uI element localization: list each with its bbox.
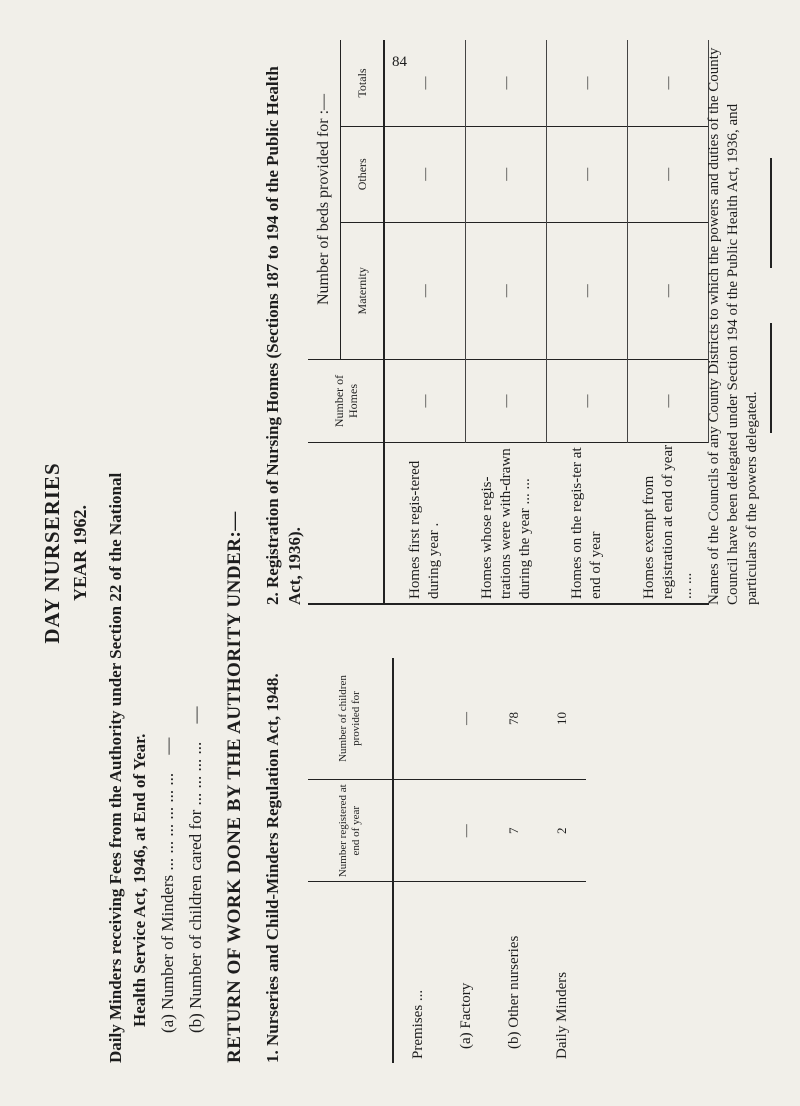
- totals-value: —: [466, 40, 547, 126]
- others-value: —: [547, 126, 628, 222]
- minders-count-value: —: [158, 737, 177, 755]
- maternity-value: —: [384, 222, 466, 359]
- section2-heading: 2. Registration of Nursing Homes (Sections 187 to 194 of the Public Health Act, 1936).: [263, 66, 304, 605]
- divider-rule: [770, 323, 772, 433]
- table-header-cell: Number of children provided for: [308, 658, 393, 780]
- table-header-cell: Totals: [341, 40, 385, 126]
- totals-value: —: [547, 40, 628, 126]
- table-header-cell: [308, 443, 384, 605]
- row-label: Homes on the regis-ter at end of year: [569, 447, 604, 599]
- table-row: [628, 40, 709, 604]
- table-row: [393, 658, 442, 1063]
- nurseries-table: [308, 658, 586, 1063]
- others-value: —: [466, 126, 547, 222]
- maternity-value: —: [466, 222, 547, 359]
- minders-count-label: (a) Number of Minders ... ... ... ... ... ...: [158, 772, 177, 1033]
- table-row: [384, 40, 466, 604]
- table-header-cell: Number of Homes: [308, 360, 384, 443]
- provided-value: 10: [538, 658, 586, 780]
- delegation-note: Names of the Councils of any County Districts to which the powers and duties of the County Council have been delegated under Section 194 of the Public Health Act, 1936, and particulars of the powers delegated.: [706, 47, 760, 605]
- page-subtitle: YEAR 1962.: [70, 505, 90, 602]
- return-heading: RETURN OF WORK DONE BY THE AUTHORITY UNDER:—: [224, 511, 245, 1063]
- table-header-row: [308, 658, 393, 1063]
- provided-value: 78: [490, 658, 538, 780]
- others-value: —: [384, 126, 466, 222]
- children-cared-label: (b) Number of children cared for ... ... ... ...: [186, 741, 205, 1033]
- table-header-cell: Maternity: [341, 222, 385, 359]
- registered-value: —: [442, 780, 490, 882]
- row-label: Homes exempt from registration at end of year ... ...: [640, 444, 695, 599]
- minders-count-line: [158, 738, 178, 1033]
- section1-heading: 1. Nurseries and Child-Minders Regulation Act, 1948.: [263, 673, 282, 1063]
- provided-value: —: [442, 658, 490, 780]
- beds-header: Number of beds provided for :—: [308, 40, 341, 360]
- row-label: Premises ...: [409, 989, 426, 1059]
- row-label: Homes first regis-tered during year .: [407, 460, 443, 599]
- others-value: —: [628, 126, 709, 222]
- table-header-cell: [308, 882, 393, 1063]
- children-cared-value: —: [186, 706, 205, 724]
- homes-value: —: [628, 360, 709, 443]
- homes-value: —: [547, 360, 628, 443]
- page-title: DAY NURSERIES: [40, 462, 64, 644]
- table-row: [547, 40, 628, 604]
- children-cared-line: [186, 706, 206, 1033]
- daily-minders-heading: Daily Minders receiving Fees from the Authority under Section 22 of the National Health Service Act, 1946, at End of Year.: [106, 472, 149, 1063]
- totals-value: —: [628, 40, 709, 126]
- row-label: Homes whose regis-trations were with-drawn during the year ... ...: [478, 448, 533, 599]
- divider-rule: [770, 158, 772, 268]
- maternity-value: —: [547, 222, 628, 359]
- totals-value: —: [384, 40, 466, 126]
- table-row: [490, 658, 538, 1063]
- row-label: Daily Minders: [553, 971, 570, 1059]
- table-header-row: [308, 40, 341, 604]
- registered-value: 7: [490, 780, 538, 882]
- registered-value: 2: [538, 780, 586, 882]
- maternity-value: —: [628, 222, 709, 359]
- row-label: (b) Other nurseries: [505, 935, 522, 1049]
- homes-value: —: [466, 360, 547, 443]
- provided-value: [393, 658, 442, 780]
- registered-value: [393, 780, 442, 882]
- nursing-homes-table: [308, 40, 709, 605]
- table-header-cell: Number registered at end of year: [308, 780, 393, 882]
- row-label: (a) Factory: [457, 982, 474, 1049]
- homes-value: —: [384, 360, 466, 443]
- rotated-page: [40, 33, 780, 1073]
- table-header-cell: Others: [341, 126, 385, 222]
- table-row: [538, 658, 586, 1063]
- table-row: [442, 658, 490, 1063]
- table-row: [466, 40, 547, 604]
- page-number: 84: [392, 54, 407, 70]
